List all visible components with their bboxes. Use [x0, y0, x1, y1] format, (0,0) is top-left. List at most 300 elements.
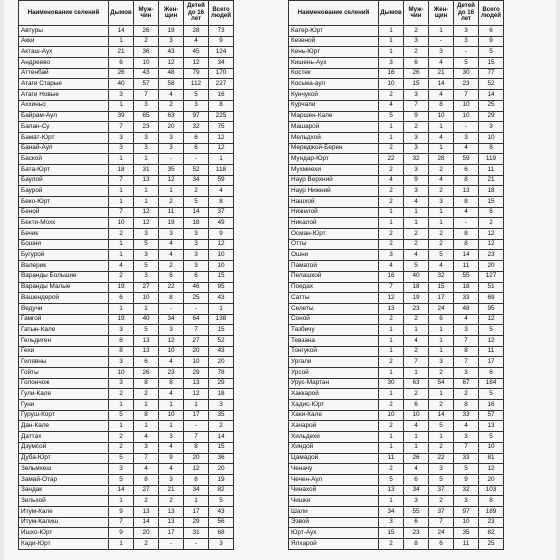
- households-cell: 6: [109, 58, 134, 69]
- women-cell: 1: [429, 122, 454, 133]
- total-people-cell: 15: [479, 58, 504, 69]
- total-people-cell: 69: [479, 293, 504, 304]
- settlement-name-cell: Беко-Юрт: [19, 197, 109, 208]
- settlement-name-cell: Эзвой: [289, 517, 379, 528]
- women-cell: 2: [159, 496, 184, 507]
- settlement-name-cell: Гули-Кале: [19, 389, 109, 400]
- table-row: [289, 68, 504, 79]
- men-cell: 13: [134, 346, 159, 357]
- children-cell: 97: [184, 111, 209, 122]
- women-cell: 12: [159, 58, 184, 69]
- total-people-cell: 15: [479, 197, 504, 208]
- households-cell: 3: [109, 325, 134, 336]
- men-cell: 1: [404, 218, 429, 229]
- children-cell: -: [184, 303, 209, 314]
- settlement-name-cell: Аххиньо: [19, 100, 109, 111]
- children-cell: 23: [454, 79, 479, 90]
- children-cell: 29: [184, 517, 209, 528]
- children-cell: 17: [184, 506, 209, 517]
- men-cell: 3: [404, 90, 429, 101]
- settlement-name-cell: Катер-Юрт: [289, 26, 379, 37]
- settlement-name-cell: Курчали: [289, 100, 379, 111]
- total-people-cell: 8: [209, 100, 234, 111]
- women-cell: 2: [429, 186, 454, 197]
- women-cell: 35: [159, 164, 184, 175]
- women-cell: 6: [159, 271, 184, 282]
- table-row: [289, 79, 504, 90]
- households-cell: 1: [379, 26, 404, 37]
- households-cell: 16: [379, 68, 404, 79]
- women-cell: 3: [159, 474, 184, 485]
- women-cell: -: [159, 539, 184, 550]
- total-people-cell: 95: [209, 282, 234, 293]
- settlement-name-cell: Кишень-Аух: [289, 58, 379, 69]
- women-cell: 10: [159, 346, 184, 357]
- men-cell: 6: [134, 357, 159, 368]
- header-children: Детей до 16 лет: [454, 1, 479, 26]
- households-cell: 5: [379, 111, 404, 122]
- children-cell: 13: [184, 378, 209, 389]
- households-cell: 4: [109, 261, 134, 272]
- total-people-cell: 138: [209, 314, 234, 325]
- children-cell: -: [454, 47, 479, 58]
- table-row: [289, 47, 504, 58]
- table-row: [19, 485, 234, 496]
- women-cell: 14: [429, 79, 454, 90]
- total-people-cell: 6: [479, 368, 504, 379]
- households-cell: 1: [109, 421, 134, 432]
- total-people-cell: 12: [479, 239, 504, 250]
- table-row: [289, 442, 504, 453]
- header-children: Детей до 16 лет: [184, 1, 209, 26]
- men-cell: 1: [134, 303, 159, 314]
- households-cell: 5: [379, 474, 404, 485]
- households-cell: 7: [109, 207, 134, 218]
- men-cell: 2: [134, 496, 159, 507]
- men-cell: 1: [404, 325, 429, 336]
- women-cell: 12: [159, 335, 184, 346]
- households-cell: 40: [109, 79, 134, 90]
- table-row: [19, 79, 234, 90]
- women-cell: 5: [429, 421, 454, 432]
- table-row: [19, 154, 234, 165]
- women-cell: 21: [429, 68, 454, 79]
- women-cell: 24: [429, 303, 454, 314]
- children-cell: 8: [454, 229, 479, 240]
- women-cell: 3: [429, 357, 454, 368]
- children-cell: 20: [184, 346, 209, 357]
- settlement-name-cell: Банай-Аул: [19, 143, 109, 154]
- table-row: [289, 218, 504, 229]
- households-cell: 5: [109, 410, 134, 421]
- settlement-name-cell: Беной: [19, 207, 109, 218]
- table-row: [289, 250, 504, 261]
- households-cell: 19: [109, 314, 134, 325]
- households-cell: 1: [379, 47, 404, 58]
- header-women: Жен-щин: [159, 1, 184, 26]
- households-cell: 3: [109, 132, 134, 143]
- children-cell: 46: [184, 282, 209, 293]
- men-cell: 4: [404, 197, 429, 208]
- men-cell: 1: [404, 368, 429, 379]
- households-cell: 9: [109, 528, 134, 539]
- households-cell: 12: [379, 293, 404, 304]
- men-cell: 1: [404, 442, 429, 453]
- settlement-name-cell: Варанды Большие: [19, 271, 109, 282]
- households-cell: 8: [109, 335, 134, 346]
- total-people-cell: 29: [479, 111, 504, 122]
- total-people-cell: 43: [209, 506, 234, 517]
- women-cell: 8: [429, 100, 454, 111]
- table-row: [289, 517, 504, 528]
- settlement-name-cell: Хиндой: [289, 442, 379, 453]
- total-people-cell: 51: [479, 282, 504, 293]
- settlement-name-cell: Дуба-Юрт: [19, 453, 109, 464]
- women-cell: 19: [159, 218, 184, 229]
- total-people-cell: 9: [209, 36, 234, 47]
- households-cell: 13: [379, 485, 404, 496]
- table-row: [19, 261, 234, 272]
- women-cell: 1: [429, 325, 454, 336]
- settlement-name-cell: Мундар-Юрт: [289, 154, 379, 165]
- settlement-name-cell: Итум-Кале: [19, 506, 109, 517]
- table-row: [19, 218, 234, 229]
- table-row: [19, 90, 234, 101]
- children-cell: 29: [184, 368, 209, 379]
- men-cell: 43: [134, 68, 159, 79]
- total-people-cell: 1: [209, 154, 234, 165]
- settlement-name-cell: Цамадой: [289, 453, 379, 464]
- total-people-cell: 9: [479, 36, 504, 47]
- households-cell: 2: [379, 464, 404, 475]
- children-cell: 10: [184, 357, 209, 368]
- households-cell: 19: [109, 282, 134, 293]
- households-cell: 13: [379, 303, 404, 314]
- table-row: [19, 68, 234, 79]
- header-total-people: Всего людей: [209, 1, 234, 26]
- men-cell: 12: [134, 218, 159, 229]
- total-people-cell: 20: [479, 474, 504, 485]
- women-cell: 4: [159, 250, 184, 261]
- settlement-name-cell: Баской: [19, 154, 109, 165]
- women-cell: 28: [429, 154, 454, 165]
- women-cell: 2: [429, 368, 454, 379]
- table-row: [289, 271, 504, 282]
- women-cell: 3: [159, 325, 184, 336]
- women-cell: 4: [429, 58, 454, 69]
- table-row: [289, 293, 504, 304]
- table-row: [19, 229, 234, 240]
- households-cell: 1: [109, 239, 134, 250]
- households-cell: 18: [109, 164, 134, 175]
- settlement-name-cell: Хильдехи: [289, 432, 379, 443]
- women-cell: 21: [159, 485, 184, 496]
- households-cell: 1: [379, 442, 404, 453]
- settlement-name-cell: Ишхо-Юрт: [19, 528, 109, 539]
- men-cell: 2: [404, 26, 429, 37]
- total-people-cell: 12: [209, 143, 234, 154]
- households-cell: 1: [379, 325, 404, 336]
- households-cell: 11: [379, 453, 404, 464]
- table-row: [289, 453, 504, 464]
- settlement-name-cell: Байрам-Аул: [19, 111, 109, 122]
- settlement-name-cell: Итум-Калиш: [19, 517, 109, 528]
- men-cell: 26: [134, 26, 159, 37]
- total-people-cell: 4: [209, 186, 234, 197]
- total-people-cell: 6: [479, 207, 504, 218]
- total-people-cell: 1: [209, 303, 234, 314]
- table-row: [289, 400, 504, 411]
- men-cell: 10: [134, 58, 159, 69]
- table-row: [289, 314, 504, 325]
- header-men: Муж-чин: [134, 1, 159, 26]
- settlement-name-cell: Дан-Кале: [19, 421, 109, 432]
- total-people-cell: 59: [209, 175, 234, 186]
- women-cell: 1: [429, 207, 454, 218]
- table-row: [19, 368, 234, 379]
- households-cell: 4: [379, 261, 404, 272]
- men-cell: 3: [404, 132, 429, 143]
- children-cell: 67: [454, 378, 479, 389]
- settlement-name-cell: Аттенбай: [19, 68, 109, 79]
- settlement-name-cell: Бошни: [19, 239, 109, 250]
- total-people-cell: 10: [479, 132, 504, 143]
- men-cell: 13: [134, 506, 159, 517]
- settlement-name-cell: Машарой: [289, 122, 379, 133]
- table-row: [19, 378, 234, 389]
- total-people-cell: 5: [209, 496, 234, 507]
- children-cell: 59: [454, 154, 479, 165]
- women-cell: 17: [159, 528, 184, 539]
- households-cell: 1: [109, 197, 134, 208]
- total-people-cell: 36: [209, 453, 234, 464]
- total-people-cell: 6: [479, 26, 504, 37]
- households-cell: 2: [379, 357, 404, 368]
- total-people-cell: 9: [209, 229, 234, 240]
- total-people-cell: 8: [479, 496, 504, 507]
- children-cell: 4: [454, 143, 479, 154]
- women-cell: 1: [429, 143, 454, 154]
- table-row: [19, 357, 234, 368]
- women-cell: 4: [159, 357, 184, 368]
- settlements-table-right: [288, 0, 504, 550]
- men-cell: 63: [404, 378, 429, 389]
- children-cell: 2: [454, 389, 479, 400]
- settlement-name-cell: Чишки: [289, 496, 379, 507]
- total-people-cell: 56: [209, 517, 234, 528]
- children-cell: 4: [184, 36, 209, 47]
- children-cell: 1: [184, 400, 209, 411]
- households-cell: 1: [109, 400, 134, 411]
- total-people-cell: 12: [479, 464, 504, 475]
- men-cell: 7: [404, 357, 429, 368]
- women-cell: 4: [159, 464, 184, 475]
- settlement-name-cell: Тевзана: [289, 335, 379, 346]
- men-cell: 3: [404, 186, 429, 197]
- settlement-name-cell: Даттах: [19, 432, 109, 443]
- children-cell: 8: [184, 442, 209, 453]
- table-row: [289, 368, 504, 379]
- households-cell: 1: [379, 368, 404, 379]
- men-cell: 2: [404, 346, 429, 357]
- settlement-name-cell: Ченачу: [289, 464, 379, 475]
- children-cell: 33: [454, 293, 479, 304]
- table-row: [289, 58, 504, 69]
- table-row: [289, 154, 504, 165]
- children-cell: 4: [454, 421, 479, 432]
- settlement-name-cell: Селеты: [289, 303, 379, 314]
- children-cell: 6: [184, 132, 209, 143]
- households-cell: 10: [379, 410, 404, 421]
- settlement-name-cell: Сатты: [289, 293, 379, 304]
- settlement-name-cell: Нашхой: [289, 197, 379, 208]
- table-row: [19, 506, 234, 517]
- settlement-name-cell: Зильхой: [19, 496, 109, 507]
- children-cell: 10: [454, 111, 479, 122]
- households-cell: 7: [379, 282, 404, 293]
- men-cell: 40: [404, 271, 429, 282]
- children-cell: -: [454, 218, 479, 229]
- men-cell: 3: [404, 496, 429, 507]
- table-row: [289, 229, 504, 240]
- men-cell: 4: [404, 335, 429, 346]
- women-cell: 6: [429, 539, 454, 550]
- households-cell: 7: [109, 175, 134, 186]
- children-cell: 64: [184, 314, 209, 325]
- households-cell: 34: [379, 506, 404, 517]
- men-cell: 8: [134, 378, 159, 389]
- header-households: Дымов: [379, 1, 404, 26]
- total-people-cell: 227: [209, 79, 234, 90]
- men-cell: 7: [134, 90, 159, 101]
- total-people-cell: 10: [479, 442, 504, 453]
- men-cell: 2: [134, 389, 159, 400]
- children-cell: 35: [454, 528, 479, 539]
- table-row: [289, 186, 504, 197]
- settlement-name-cell: Атаги Старые: [19, 79, 109, 90]
- total-people-cell: 78: [209, 368, 234, 379]
- men-cell: 5: [134, 261, 159, 272]
- table-row: [289, 539, 504, 550]
- households-cell: 1: [379, 335, 404, 346]
- total-people-cell: 20: [479, 261, 504, 272]
- settlement-name-cell: Бамат-Юрт: [19, 132, 109, 143]
- children-cell: 3: [184, 250, 209, 261]
- women-cell: 7: [429, 517, 454, 528]
- table-row: [289, 506, 504, 517]
- settlement-name-cell: Урсой: [289, 368, 379, 379]
- table-row: [289, 175, 504, 186]
- table-row: [19, 517, 234, 528]
- children-cell: 34: [184, 485, 209, 496]
- total-people-cell: 49: [209, 218, 234, 229]
- children-cell: 3: [454, 496, 479, 507]
- settlement-name-cell: Баурой: [19, 186, 109, 197]
- table-row: [19, 528, 234, 539]
- settlement-name-cell: Ведучи: [19, 303, 109, 314]
- households-cell: 5: [109, 453, 134, 464]
- table-row: [19, 250, 234, 261]
- households-cell: 1: [109, 186, 134, 197]
- settlement-name-cell: Голончож: [19, 378, 109, 389]
- children-cell: 3: [454, 432, 479, 443]
- households-cell: 1: [109, 303, 134, 314]
- children-cell: 3: [454, 26, 479, 37]
- total-people-cell: 189: [479, 506, 504, 517]
- men-cell: 4: [404, 421, 429, 432]
- men-cell: 5: [404, 261, 429, 272]
- women-cell: -: [159, 303, 184, 314]
- settlements-table-left: [18, 0, 234, 550]
- table-row: [19, 100, 234, 111]
- total-people-cell: 118: [209, 164, 234, 175]
- total-people-cell: 170: [209, 68, 234, 79]
- women-cell: 63: [159, 111, 184, 122]
- children-cell: 6: [184, 143, 209, 154]
- total-people-cell: 225: [209, 111, 234, 122]
- table-row: [19, 539, 234, 550]
- men-cell: 1: [134, 186, 159, 197]
- total-people-cell: 25: [479, 100, 504, 111]
- men-cell: 27: [134, 282, 159, 293]
- children-cell: 10: [454, 100, 479, 111]
- settlement-name-cell: Поедах: [289, 282, 379, 293]
- table-row: [289, 36, 504, 47]
- settlement-name-cell: Гехи: [19, 346, 109, 357]
- header-settlement-name: Наименование селений: [19, 1, 109, 26]
- men-cell: 9: [404, 111, 429, 122]
- total-people-cell: 12: [479, 229, 504, 240]
- households-cell: 3: [379, 250, 404, 261]
- children-cell: 31: [184, 528, 209, 539]
- children-cell: 8: [454, 197, 479, 208]
- men-cell: 3: [134, 132, 159, 143]
- children-cell: 7: [454, 357, 479, 368]
- total-people-cell: 18: [209, 389, 234, 400]
- settlement-name-cell: Баулой: [19, 175, 109, 186]
- total-people-cell: 3: [209, 539, 234, 550]
- table-row: [19, 207, 234, 218]
- men-cell: 1: [134, 197, 159, 208]
- total-people-cell: 73: [209, 26, 234, 37]
- men-cell: 4: [134, 432, 159, 443]
- table-row: [19, 410, 234, 421]
- men-cell: 34: [404, 485, 429, 496]
- women-cell: 4: [159, 90, 184, 101]
- women-cell: 3: [159, 432, 184, 443]
- total-people-cell: 127: [479, 271, 504, 282]
- table-row: [19, 26, 234, 37]
- settlement-name-cell: Мельдхой: [289, 132, 379, 143]
- households-cell: 2: [379, 197, 404, 208]
- total-people-cell: 19: [209, 474, 234, 485]
- table-header-row: [289, 1, 504, 26]
- women-cell: 37: [429, 485, 454, 496]
- settlement-name-cell: Зандак: [19, 485, 109, 496]
- households-cell: 3: [109, 378, 134, 389]
- households-cell: 1: [379, 207, 404, 218]
- women-cell: 20: [159, 122, 184, 133]
- settlement-name-cell: Автуры: [19, 26, 109, 37]
- households-cell: 2: [109, 271, 134, 282]
- women-cell: -: [159, 154, 184, 165]
- men-cell: 3: [134, 229, 159, 240]
- children-cell: 4: [454, 207, 479, 218]
- men-cell: 3: [404, 164, 429, 175]
- women-cell: 43: [159, 47, 184, 58]
- table-row: [19, 400, 234, 411]
- settlement-name-cell: Чинахой: [289, 485, 379, 496]
